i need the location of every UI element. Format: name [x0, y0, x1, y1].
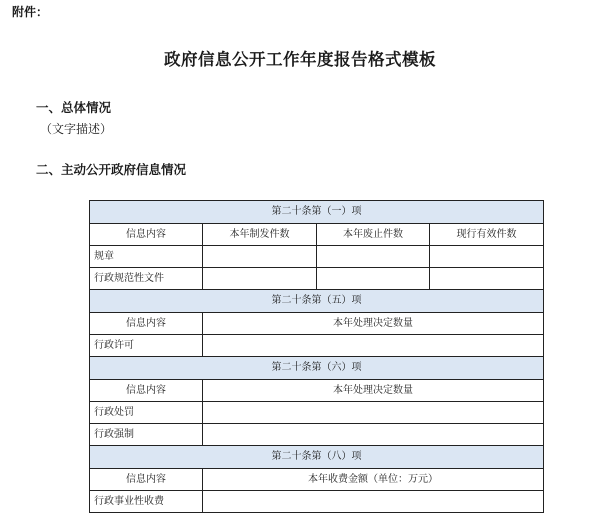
table-cell-empty[interactable] — [203, 402, 544, 424]
table-column-header-row — [90, 313, 544, 335]
column-header: 信息内容 — [90, 380, 203, 402]
column-header: 本年收费金额（单位：万元） — [203, 469, 544, 491]
disclosure-table — [89, 200, 544, 513]
table-cell-empty[interactable] — [317, 268, 430, 290]
attachment-label: 附件： — [12, 5, 49, 19]
column-header: 本年废止件数 — [317, 224, 430, 246]
row-label: 行政处罚 — [90, 402, 203, 424]
column-header: 信息内容 — [90, 313, 203, 335]
column-header: 本年制发件数 — [203, 224, 317, 246]
section-header-cell: 第二十条第（一）项 — [90, 201, 544, 224]
table-cell-empty[interactable] — [203, 424, 544, 446]
table-column-header-row — [90, 469, 544, 491]
column-header: 现行有效件数 — [430, 224, 544, 246]
table-cell-empty[interactable] — [317, 246, 430, 268]
row-label: 行政事业性收费 — [90, 491, 203, 513]
section-header-cell: 第二十条第（六）项 — [90, 357, 544, 380]
table-cell-empty[interactable] — [430, 246, 544, 268]
table-cell-empty[interactable] — [203, 246, 317, 268]
table-row — [90, 424, 544, 446]
section-heading-disclosure: 二、主动公开政府信息情况 — [36, 162, 187, 177]
row-label: 行政许可 — [90, 335, 203, 357]
table-cell-empty[interactable] — [203, 335, 544, 357]
table-cell-empty[interactable] — [430, 268, 544, 290]
table-column-header-row — [90, 380, 544, 402]
table-section-header — [90, 446, 544, 469]
table-row — [90, 335, 544, 357]
table-column-header-row — [90, 224, 544, 246]
section-description: （文字描述） — [40, 122, 113, 136]
row-label: 规章 — [90, 246, 203, 268]
table-section-header — [90, 357, 544, 380]
table-section-header — [90, 290, 544, 313]
table-section-header — [90, 201, 544, 224]
document-title: 政府信息公开工作年度报告格式模板 — [164, 50, 436, 69]
column-header: 本年处理决定数量 — [203, 313, 544, 335]
column-header: 信息内容 — [90, 224, 203, 246]
table-row — [90, 402, 544, 424]
column-header: 本年处理决定数量 — [203, 380, 544, 402]
table-row — [90, 491, 544, 513]
row-label: 行政强制 — [90, 424, 203, 446]
section-header-cell: 第二十条第（八）项 — [90, 446, 544, 469]
section-heading-overview: 一、总体情况 — [36, 100, 112, 115]
section-header-cell: 第二十条第（五）项 — [90, 290, 544, 313]
table-row — [90, 246, 544, 268]
column-header: 信息内容 — [90, 469, 203, 491]
table-cell-empty[interactable] — [203, 491, 544, 513]
row-label: 行政规范性文件 — [90, 268, 203, 290]
table-cell-empty[interactable] — [203, 268, 317, 290]
table-row — [90, 268, 544, 290]
